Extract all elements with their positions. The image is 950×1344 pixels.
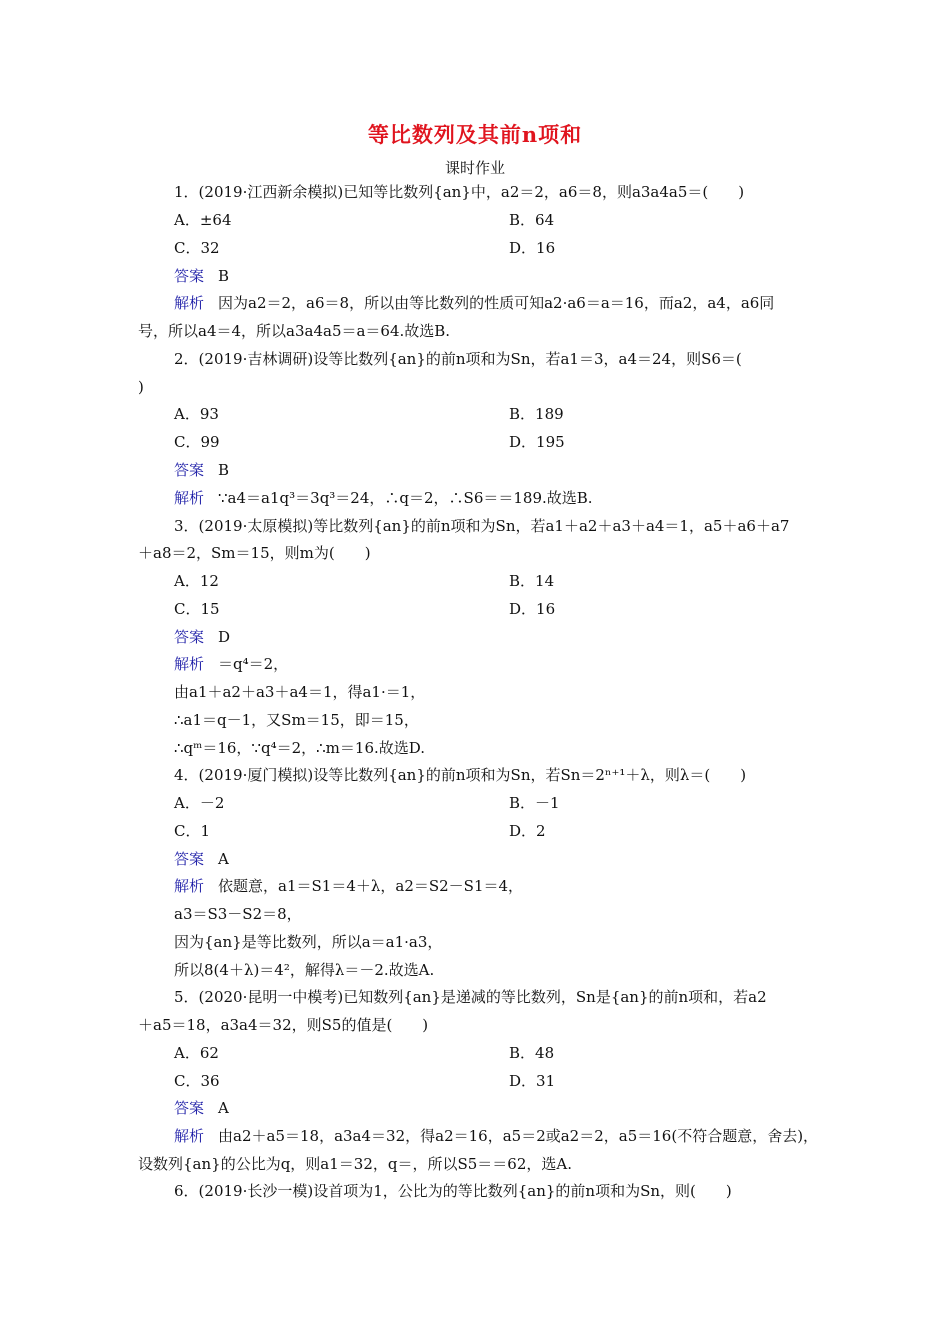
q5-answer	[174, 1098, 229, 1118]
q4-answer	[174, 849, 229, 869]
answer-label: 答案	[174, 628, 205, 646]
q4-analysis	[174, 876, 523, 896]
q4-stem: 4．(2019·厦门模拟)设等比数列{an}的前n项和为Sn，若Sn＝2ⁿ⁺¹＋λ，则λ＝( )	[174, 766, 747, 784]
q3-stem-cont: ＋a8＝2，Sm＝15，则m为( )	[138, 544, 371, 562]
q3-stem: 3．(2019·太原模拟)等比数列{an}的前n项和为Sn，若a1＋a2＋a3＋a4＝1，a5＋a6＋a7	[174, 517, 790, 535]
q5-option-b: B．48	[509, 1044, 555, 1062]
analysis-text: 因为a2＝2，a6＝8，所以由等比数列的性质可知a2·a6＝a＝16，而a2，a4，a6同	[218, 294, 775, 312]
q5-analysis	[174, 1126, 818, 1146]
page-title: 等比数列及其前n项和	[367, 122, 583, 147]
q1-option-a: A．±64	[174, 211, 232, 229]
answer-value: A	[218, 850, 229, 868]
q4-option-a: A．－2	[174, 794, 225, 812]
q6-stem: 6．(2019·长沙一模)设首项为1，公比为的等比数列{an}的前n项和为Sn，则( )	[174, 1182, 732, 1200]
q5-stem: 5．(2020·昆明一中模考)已知数列{an}是递减的等比数列，Sn是{an}的前n项和，若a2	[174, 988, 767, 1006]
q2-answer	[174, 460, 229, 480]
q4-option-b: B．－1	[509, 794, 560, 812]
answer-value: A	[218, 1099, 229, 1117]
answer-value: D	[218, 628, 231, 646]
q3-option-b: B．14	[509, 572, 555, 590]
q5-stem-cont: ＋a5＝18，a3a4＝32，则S5的值是( )	[138, 1016, 429, 1034]
q3-option-c: C．15	[174, 600, 220, 618]
answer-label: 答案	[174, 850, 205, 868]
q1-analysis	[174, 293, 774, 313]
q2-option-c: C．99	[174, 433, 220, 451]
q4-analysis-line-3: 因为{an}是等比数列，所以a＝a1·a3，	[174, 933, 443, 951]
analysis-text: ＝q⁴＝2，	[218, 655, 289, 673]
page-subtitle: 课时作业	[444, 159, 505, 177]
analysis-label: 解析	[174, 489, 205, 507]
q2-option-d: D．195	[509, 433, 565, 451]
answer-label: 答案	[174, 267, 205, 285]
q4-option-c: C．1	[174, 822, 211, 840]
q2-option-a: A．93	[174, 405, 219, 423]
q1-analysis-cont: 号，所以a4＝4，所以a3a4a5＝a＝64.故选B.	[138, 322, 451, 340]
q5-option-c: C．36	[174, 1072, 220, 1090]
q2-option-b: B．189	[509, 405, 564, 423]
analysis-text: 由a2＋a5＝18，a3a4＝32，得a2＝16，a5＝2或a2＝2，a5＝16(不符合题意，舍去)，	[218, 1127, 819, 1145]
analysis-label: 解析	[174, 1127, 205, 1145]
q4-option-d: D．2	[509, 822, 546, 840]
analysis-label: 解析	[174, 294, 205, 312]
q4-analysis-line-4: 所以8(4＋λ)＝4²，解得λ＝－2.故选A.	[174, 961, 435, 979]
answer-label: 答案	[174, 461, 205, 479]
q3-analysis-line-2: 由a1＋a2＋a3＋a4＝1，得a1·＝1，	[174, 683, 426, 701]
q4-analysis-line-2: a3＝S3－S2＝8，	[174, 905, 302, 923]
analysis-label: 解析	[174, 655, 205, 673]
q1-answer	[174, 266, 229, 286]
q5-option-d: D．31	[509, 1072, 556, 1090]
answer-value: B	[218, 267, 230, 285]
q1-stem: 1．(2019·江西新余模拟)已知等比数列{an}中，a2＝2，a6＝8，则a3a4a5＝( )	[174, 183, 745, 201]
q3-option-a: A．12	[174, 572, 219, 590]
q3-option-d: D．16	[509, 600, 556, 618]
answer-label: 答案	[174, 1099, 205, 1117]
q5-option-a: A．62	[174, 1044, 219, 1062]
analysis-text: 依题意，a1＝S1＝4＋λ，a2＝S2－S1＝4，	[218, 877, 524, 895]
q2-analysis	[174, 488, 593, 508]
q3-analysis-line-4: ∴qᵐ＝16，∵q⁴＝2，∴m＝16.故选D.	[174, 739, 426, 757]
q2-stem-cont: )	[138, 378, 144, 396]
answer-value: B	[218, 461, 230, 479]
q3-answer	[174, 627, 230, 647]
q3-analysis-line-3: ∴a1＝q－1，又Sm＝15，即＝15，	[174, 711, 419, 729]
q3-analysis	[174, 654, 288, 674]
q5-analysis-cont: 设数列{an}的公比为q，则a1＝32，q＝，所以S5＝＝62，选A.	[138, 1155, 572, 1173]
q1-option-c: C．32	[174, 239, 220, 257]
q1-option-b: B．64	[509, 211, 555, 229]
analysis-text: ∵a4＝a1q³＝3q³＝24，∴q＝2，∴S6＝＝189.故选B.	[218, 489, 593, 507]
analysis-label: 解析	[174, 877, 205, 895]
q2-stem: 2．(2019·吉林调研)设等比数列{an}的前n项和为Sn，若a1＝3，a4＝24，则S6＝(	[174, 350, 742, 368]
q1-option-d: D．16	[509, 239, 556, 257]
